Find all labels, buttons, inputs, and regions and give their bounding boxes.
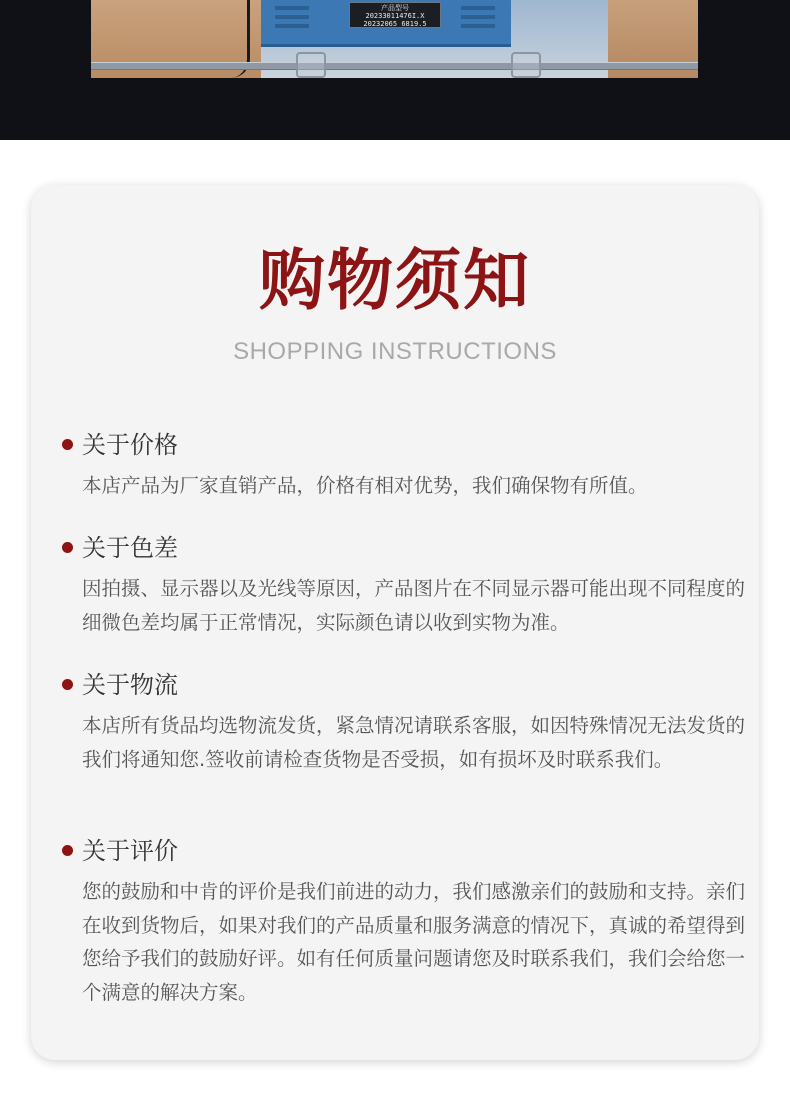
section-heading: 关于色差: [82, 534, 178, 562]
bullet-dot-icon: [62, 542, 73, 553]
crate-latch: [296, 52, 326, 78]
section-body: 因拍摄、显示器以及光线等原因，产品图片在不同显示器可能出现不同程度的细微色差均属于正常情况，实际颜色请以收到实物为准。: [82, 577, 746, 634]
section-body: 本店所有货品均选物流发货，紧急情况请联系客服，如因特殊情况无法发货的我们将通知您.签收前请检查货物是否受损，如有损坏及时联系我们。: [82, 714, 746, 771]
crate-latch: [511, 52, 541, 78]
section-heading: 关于评价: [82, 837, 178, 865]
product-nameplate: [349, 2, 441, 28]
nameplate-title: 产品型号: [381, 4, 409, 12]
section-heading: 关于物流: [82, 671, 178, 699]
nameplate-line: 20232065 6819.5: [363, 20, 427, 28]
bullet-dot-icon: [62, 679, 73, 690]
page-title: 购物须知: [259, 242, 531, 319]
nameplate-line: 20233011476I.X: [365, 12, 425, 20]
product-photo: [91, 0, 698, 78]
page-subtitle: SHOPPING INSTRUCTIONS: [233, 338, 557, 365]
hero-band: [0, 0, 790, 140]
metal-rail: [91, 62, 698, 70]
section-heading: 关于价格: [82, 431, 178, 459]
section-body: 您的鼓励和中肯的评价是我们前进的动力，我们感激亲们的鼓励和支持。亲们在收到货物后，如果对我们的产品质量和服务满意的情况下，真诚的希望得到您给予我们的鼓励好评。如有任何质量问题请您及时联系我们，我们会给您一个满意的解决方案。: [82, 880, 746, 1004]
shopping-instructions-card: [31, 185, 759, 1060]
bullet-dot-icon: [62, 845, 73, 856]
vent-slots: [275, 6, 309, 10]
section-body: 本店产品为厂家直销产品，价格有相对优势，我们确保物有所值。: [82, 474, 648, 497]
bullet-dot-icon: [62, 439, 73, 450]
vent-slots: [461, 6, 495, 10]
